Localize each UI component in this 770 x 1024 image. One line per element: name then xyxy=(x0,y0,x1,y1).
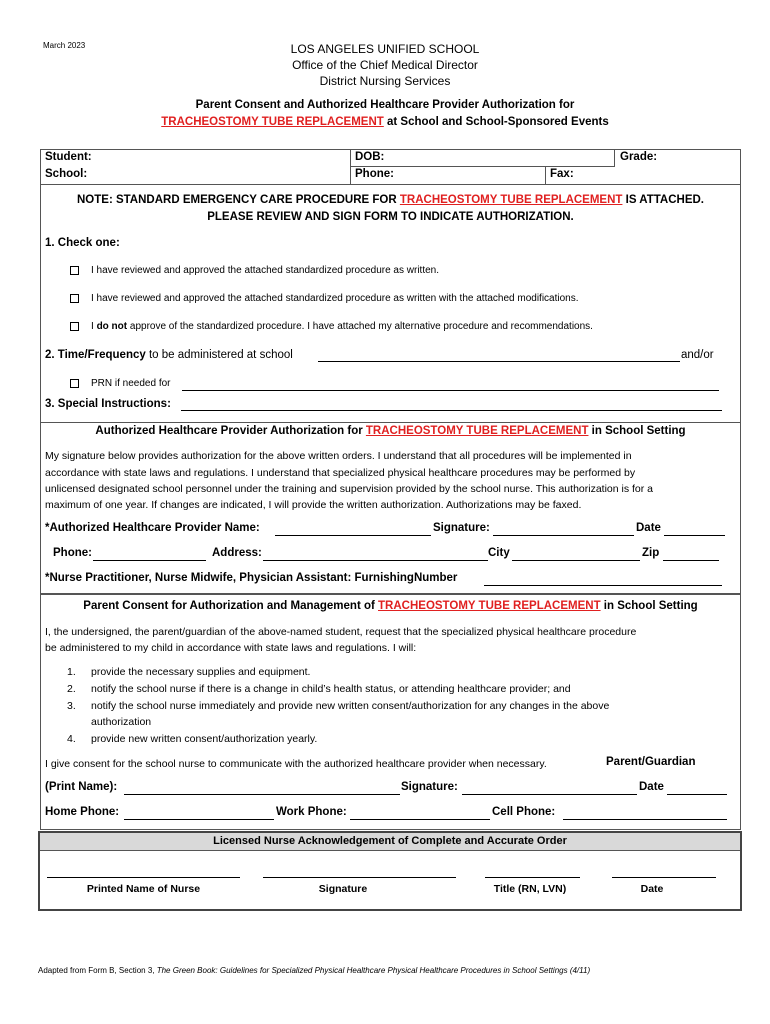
provider-address-label: Address: xyxy=(212,547,262,559)
nurse-title-caption: Title (RN, LVN) xyxy=(493,883,567,895)
provider-name-label: *Authorized Healthcare Provider Name: xyxy=(45,522,260,534)
option2-checkbox[interactable] xyxy=(70,294,79,303)
grade-field[interactable]: Grade: xyxy=(620,151,658,163)
furnishing-number-input[interactable] xyxy=(484,585,722,586)
org-name: LOS ANGELES UNIFIED SCHOOL xyxy=(290,42,480,56)
nurse-date-input[interactable] xyxy=(612,877,716,878)
parent-signature-input[interactable] xyxy=(462,794,637,795)
option1-checkbox[interactable] xyxy=(70,266,79,275)
phone-field[interactable]: Phone: xyxy=(355,168,394,180)
prn-input[interactable] xyxy=(182,390,719,391)
student-field[interactable]: Student: xyxy=(45,151,92,163)
parent-signature-label: Signature: xyxy=(401,781,458,793)
provider-para-3: unlicensed designated school personnel under the training and supervision provided by the school nurse. This authorization is for a xyxy=(45,483,654,495)
work-phone-input[interactable] xyxy=(350,819,490,820)
form-title-line1: Parent Consent and Authorized Healthcare Provider Authorization for xyxy=(195,99,575,111)
provider-heading: Authorized Healthcare Provider Authorization for TRACHEOSTOMY TUBE REPLACEMENT in School Setting xyxy=(95,425,686,437)
prn-label: PRN if needed for xyxy=(91,378,171,389)
nurse-signature-input[interactable] xyxy=(263,877,456,878)
print-name-label: (Print Name): xyxy=(45,781,118,793)
provider-address-input[interactable] xyxy=(263,560,488,561)
option2-label: I have reviewed and approved the attached standardized procedure as written with the attached modifications. xyxy=(91,293,579,304)
special-instructions-input[interactable] xyxy=(181,410,722,411)
option3-label: I do not approve of the standardized procedure. I have attached my alternative procedure and recommendations. xyxy=(91,321,593,332)
time-frequency-label: 2. Time/Frequency to be administered at school xyxy=(45,349,293,361)
provider-zip-input[interactable] xyxy=(663,560,719,561)
provider-name-input[interactable] xyxy=(275,535,431,536)
cell-phone-input[interactable] xyxy=(563,819,727,820)
list-item: provide the necessary supplies and equipment. xyxy=(91,666,311,678)
list-item-number: 4. xyxy=(67,733,76,745)
home-phone-input[interactable] xyxy=(124,819,274,820)
school-field[interactable]: School: xyxy=(45,168,88,180)
list-item-number: 2. xyxy=(67,683,76,695)
org-office: Office of the Chief Medical Director xyxy=(292,58,478,72)
form-title-line2: TRACHEOSTOMY TUBE REPLACEMENT at School and School-Sponsored Events xyxy=(161,116,609,128)
nurse-title-input[interactable] xyxy=(485,877,580,878)
nurse-name-caption: Printed Name of Nurse xyxy=(86,883,201,895)
nurse-ack-heading: Licensed Nurse Acknowledgement of Complete and Accurate Order xyxy=(213,835,567,847)
parent-para-1: I, the undersigned, the parent/guardian of the above-named student, request that the specialized physical healthcare procedure xyxy=(45,626,637,638)
list-item-number: 3. xyxy=(67,700,76,712)
provider-para-1: My signature below provides authorization for the above written orders. I understand that all procedures will be implemented in xyxy=(45,450,632,462)
consent-text: I give consent for the school nurse to communicate with the authorized healthcare provider when necessary. xyxy=(45,758,547,770)
dob-field[interactable]: DOB: xyxy=(355,151,385,163)
nurse-date-caption: Date xyxy=(640,883,664,895)
list-item: notify the school nurse immediately and provide new written consent/authorization for any changes in the above xyxy=(91,700,610,712)
fax-field[interactable]: Fax: xyxy=(550,168,574,180)
list-item-number: 1. xyxy=(67,666,76,678)
list-item: authorization xyxy=(91,716,152,728)
special-instructions-label: 3. Special Instructions: xyxy=(45,398,171,410)
check-one-heading: 1. Check one: xyxy=(45,237,120,249)
list-item: notify the school nurse if there is a change in child’s health status, or attending healthcare provider; and xyxy=(91,683,571,695)
parent-print-name-input[interactable] xyxy=(124,794,400,795)
and-or-text: and/or xyxy=(681,349,714,361)
option3-checkbox[interactable] xyxy=(70,322,79,331)
provider-phone-label: Phone: xyxy=(53,547,92,559)
provider-date-input[interactable] xyxy=(664,535,725,536)
provider-city-input[interactable] xyxy=(512,560,640,561)
procedure-name: TRACHEOSTOMY TUBE REPLACEMENT xyxy=(161,116,384,128)
parent-heading: Parent Consent for Authorization and Management of TRACHEOSTOMY TUBE REPLACEMENT in School Setting xyxy=(83,600,698,612)
home-phone-label: Home Phone: xyxy=(45,806,120,818)
parent-date-label: Date xyxy=(639,781,664,793)
nurse-signature-caption: Signature xyxy=(318,883,368,895)
list-item: provide new written consent/authorization yearly. xyxy=(91,733,318,745)
note-line2: PLEASE REVIEW AND SIGN FORM TO INDICATE AUTHORIZATION. xyxy=(207,211,574,223)
parent-date-input[interactable] xyxy=(667,794,727,795)
prn-checkbox[interactable] xyxy=(70,379,79,388)
work-phone-label: Work Phone: xyxy=(276,806,347,818)
provider-signature-input[interactable] xyxy=(493,535,634,536)
provider-city-label: City xyxy=(488,547,510,559)
furnishing-number-label: *Nurse Practitioner, Nurse Midwife, Physician Assistant: FurnishingNumber xyxy=(45,572,458,584)
footer-citation: Adapted from Form B, Section 3, The Green Book: Guidelines for Specialized Physical Healthcare Physical Healthcare Procedures in School Settings (4/11) xyxy=(38,966,591,975)
option1-label: I have reviewed and approved the attached standardized procedure as written. xyxy=(91,265,439,276)
note-line1: NOTE: STANDARD EMERGENCY CARE PROCEDURE FOR TRACHEOSTOMY TUBE REPLACEMENT IS ATTACHED. xyxy=(77,194,704,206)
parent-para-2: be administered to my child in accordance with state laws and regulations. I will: xyxy=(45,642,417,654)
provider-signature-label: Signature: xyxy=(433,522,490,534)
provider-para-2: accordance with state laws and regulations. I understand that specialized physical healthcare procedures may be performed by xyxy=(45,467,636,479)
org-department: District Nursing Services xyxy=(319,74,451,88)
provider-phone-input[interactable] xyxy=(93,560,206,561)
provider-date-label: Date xyxy=(636,522,661,534)
provider-para-4: maximum of one year. If changes are indicated, I will provide the written authorization. Authorizations may be faxed. xyxy=(45,499,582,511)
parent-guardian-label: Parent/Guardian xyxy=(606,756,696,768)
provider-zip-label: Zip xyxy=(642,547,660,559)
cell-phone-label: Cell Phone: xyxy=(492,806,556,818)
nurse-name-input[interactable] xyxy=(47,877,240,878)
time-frequency-input[interactable] xyxy=(318,361,680,362)
form-date: March 2023 xyxy=(43,41,86,50)
